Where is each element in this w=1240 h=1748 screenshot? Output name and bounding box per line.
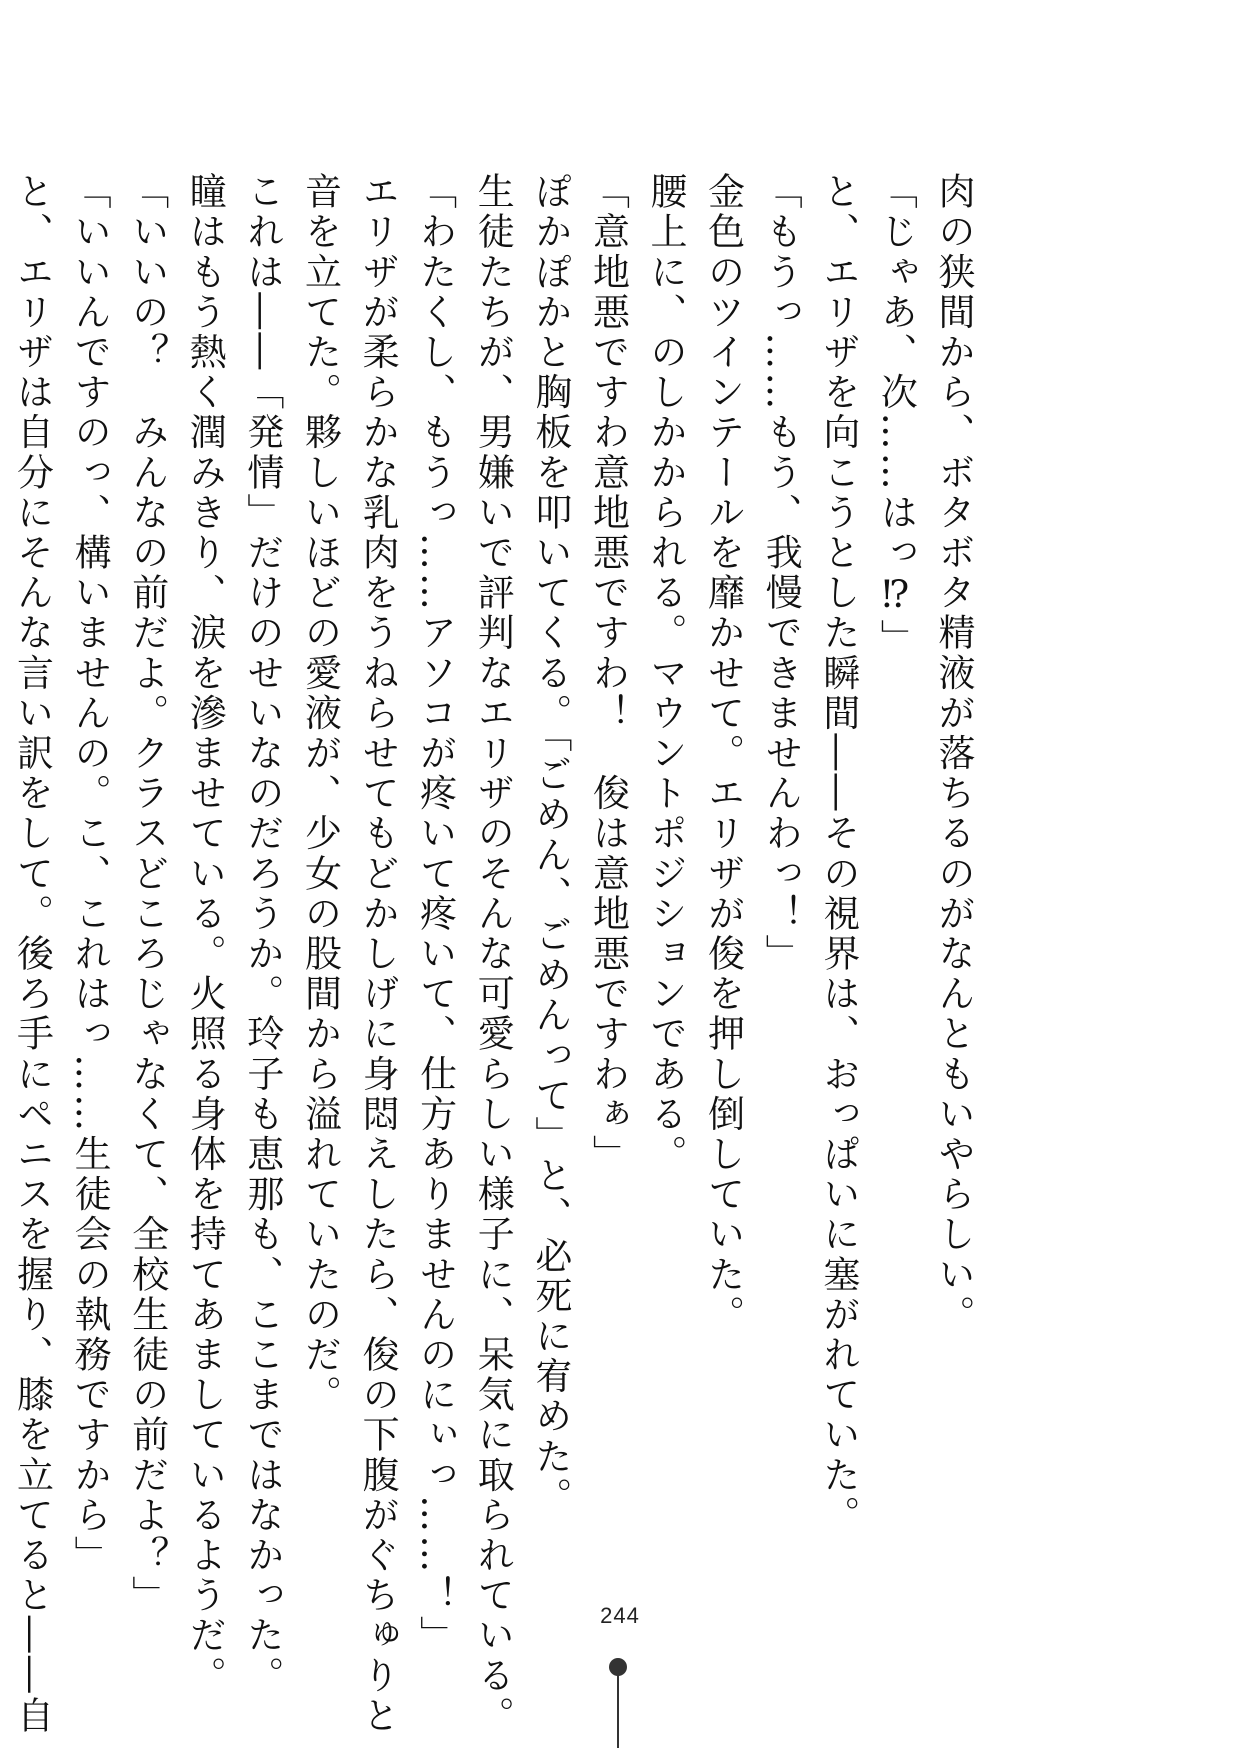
page-number: 244 [600, 1603, 640, 1628]
text-line: と、エリザを向こうとした瞬間――その視界は、おっぱいに塞がれていた。 [816, 172, 860, 1536]
text-line: エリザが柔らかな乳肉をうねらせてもどかしげに身悶えしたら、俊の下腹がぐちゅりと [356, 172, 400, 1736]
text-line: 「わたくし、もうっ……アソコが疼いて疼いて、仕方ありませんのにぃっ……！」 [413, 172, 457, 1656]
text-line: 瞳はもう熱く潤みきり、涙を滲ませている。火照る身体を持てあましているようだ。 [183, 172, 227, 1696]
text-line: 「意地悪ですわ意地悪ですわ！ 俊は意地悪ですわぁ」 [586, 172, 630, 1175]
page-marker-line [617, 1672, 619, 1748]
text-line: 「じゃあ、次……はっ⁉」 [874, 172, 918, 660]
text-line: 肉の狭間から、ボタボタ精液が落ちるのがなんともいやらしい。 [932, 172, 975, 1335]
text-line: これは――「発情」だけのせいなのだろうか。玲子も恵那も、ここまではなかった。 [240, 172, 284, 1696]
text-line: 生徒たちが、男嫌いで評判なエリザのそんな可愛らしい様子に、呆気に取られている。 [471, 172, 515, 1736]
text-line: 「いいの？ みんなの前だよ。クラスどころじゃなくて、全校生徒の前だよ？」 [125, 172, 169, 1616]
text-line: 腰上に、のしかかられる。マウントポジションである。 [644, 172, 688, 1175]
text-line: ぽかぽかと胸板を叩いてくる。「ごめん、ごめんって」と、必死に宥めた。 [528, 172, 572, 1517]
text-line: と、エリザは自分にそんな言い訳をして。後ろ手にペニスを握り、膝を立てると――自 [10, 172, 54, 1736]
text-line: 音を立てた。夥しいほどの愛液が、少女の股間から溢れていたのだ。 [298, 172, 342, 1416]
text-line: 「いいんですのっ、構いませんの。こ、これはっ……生徒会の執務ですから」 [68, 172, 112, 1576]
text-line: 金色のツインテールを靡かせて。エリザが俊を押し倒していた。 [701, 172, 745, 1335]
text-line: 「もうっ……もう、我慢できませんわっ！」 [759, 172, 803, 974]
